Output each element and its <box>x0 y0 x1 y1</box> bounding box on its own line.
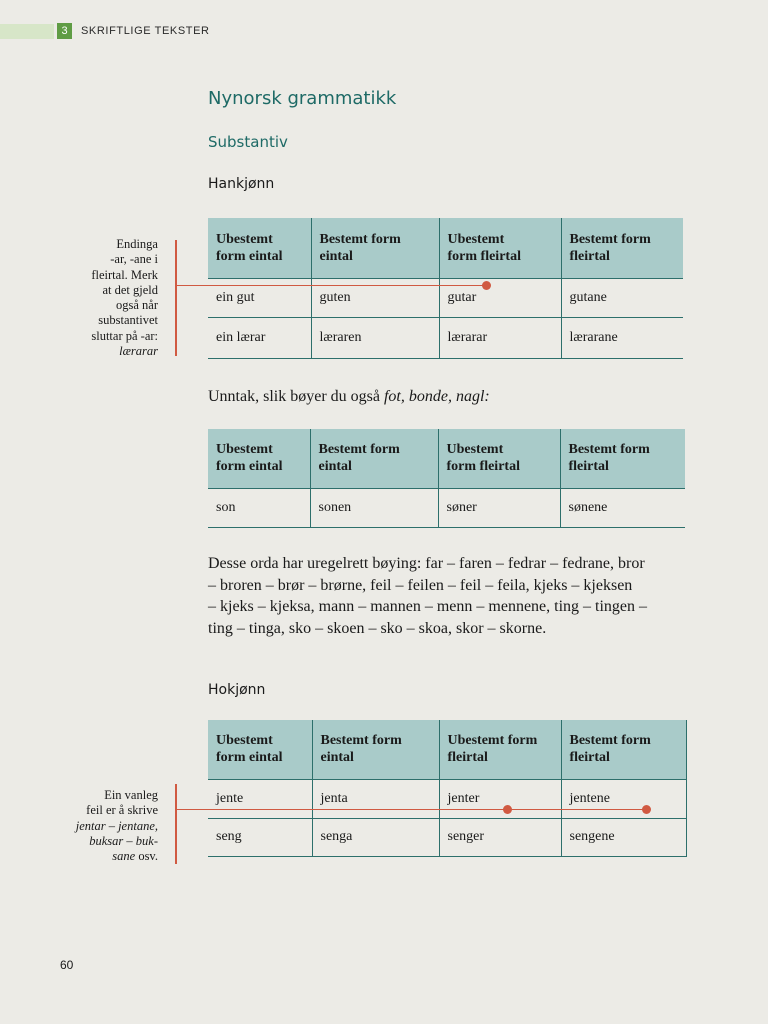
feminine-pointer-dot <box>642 805 651 814</box>
note-line: også når <box>116 298 158 313</box>
feminine-pointer-dot <box>503 805 512 814</box>
note-line: Endinga <box>116 237 158 251</box>
feminine-side-note <box>55 788 158 864</box>
masculine-table <box>208 218 683 359</box>
table-row <box>208 278 683 317</box>
paragraph-line: – kjeks – kjeksa, mann – mannen – menn – mennene, ting – tingen – <box>208 598 648 615</box>
page-number: 60 <box>60 958 74 972</box>
table-row <box>208 818 686 856</box>
header-cell: Ubestemt form eintal <box>208 720 312 779</box>
chapter-title: SKRIFTLIGE TEKSTER <box>81 25 210 37</box>
feminine-heading: Hokjønn <box>208 682 266 698</box>
exception-text: Unntak, slik bøyer du også fot, bonde, nagl: <box>208 388 490 405</box>
header-cell: Bestemt form eintal <box>310 429 438 488</box>
table-cell: son <box>208 488 310 527</box>
table-cell: guten <box>311 278 439 317</box>
table-cell: læraren <box>311 317 439 358</box>
table-cell: senga <box>312 818 439 856</box>
table-cell: sonen <box>310 488 438 527</box>
table-cell: jente <box>208 779 312 818</box>
table-cell: sengene <box>561 818 686 856</box>
table-cell: søner <box>438 488 560 527</box>
table-cell: lærarane <box>561 317 683 358</box>
irregular-paragraph <box>208 553 728 639</box>
exception-words: fot, bonde, nagl: <box>383 388 490 405</box>
table-row <box>208 317 683 358</box>
note-line-italic: jentar – jentane, <box>75 818 158 833</box>
masculine-side-note <box>60 237 158 359</box>
table-cell: ein lærar <box>208 317 311 358</box>
table-cell: senger <box>439 818 561 856</box>
table-cell: ein gut <box>208 278 311 317</box>
note-line-italic: lærarar <box>119 344 158 359</box>
table-row <box>208 488 685 527</box>
header-cell: Ubestemt form fleirtal <box>438 429 560 488</box>
table-cell: gutar <box>439 278 561 317</box>
paragraph-line: ting – tinga, sko – skoen – sko – skoa, skor – skorne. <box>208 619 547 637</box>
header-cell: Ubestemt form fleirtal <box>439 218 561 278</box>
feminine-table <box>208 720 687 857</box>
page-title: Nynorsk grammatikk <box>208 88 397 109</box>
note-line: sluttar på -ar: <box>91 328 158 343</box>
chapter-number-badge: 3 <box>57 23 72 39</box>
table-cell: sønene <box>560 488 685 527</box>
note-line: substantivet <box>98 313 158 328</box>
paragraph-line: – broren – brør – brørne, feil – feilen – feil – feila, kjeks – kjeksen <box>208 576 633 594</box>
header-strip <box>0 24 54 39</box>
header-cell: Bestemt form fleirtal <box>560 429 685 488</box>
feminine-note-marker <box>175 784 177 864</box>
header-cell: Bestemt form fleirtal <box>561 218 683 278</box>
paragraph-line: Desse orda har uregelrett bøying: far – faren – fedrar – fedrane, bror <box>208 555 645 572</box>
table-header-row <box>208 429 685 488</box>
table-header-row <box>208 218 683 278</box>
table-cell: jenta <box>312 779 439 818</box>
note-line: -ar, -ane i <box>110 252 158 267</box>
masculine-note-marker <box>175 240 177 356</box>
table-header-row <box>208 720 686 779</box>
note-line: feil er å skrive <box>86 803 158 818</box>
header-cell: Bestemt form eintal <box>312 720 439 779</box>
note-line: fleirtal. Merk <box>91 267 158 282</box>
header-cell: Ubestemt form eintal <box>208 218 311 278</box>
note-line: sane osv. <box>112 849 158 864</box>
note-line: Ein vanleg <box>104 788 158 802</box>
table-cell: gutane <box>561 278 683 317</box>
note-line-italic: buksar – buk- <box>89 833 158 848</box>
table-row <box>208 779 686 818</box>
masculine-heading: Hankjønn <box>208 176 275 192</box>
masculine-pointer-line <box>175 285 486 286</box>
header-cell: Bestemt form eintal <box>311 218 439 278</box>
header-cell: Ubestemt form fleirtal <box>439 720 561 779</box>
note-line: at det gjeld <box>102 282 158 297</box>
table-cell: seng <box>208 818 312 856</box>
header-cell: Ubestemt form eintal <box>208 429 310 488</box>
exception-table <box>208 429 685 528</box>
table-cell: jenter <box>439 779 561 818</box>
feminine-pointer-line <box>175 809 646 810</box>
table-cell: jentene <box>561 779 686 818</box>
header-cell: Bestemt form fleirtal <box>561 720 686 779</box>
section-title: Substantiv <box>208 133 288 151</box>
table-cell: lærarar <box>439 317 561 358</box>
masculine-pointer-dot <box>482 281 491 290</box>
